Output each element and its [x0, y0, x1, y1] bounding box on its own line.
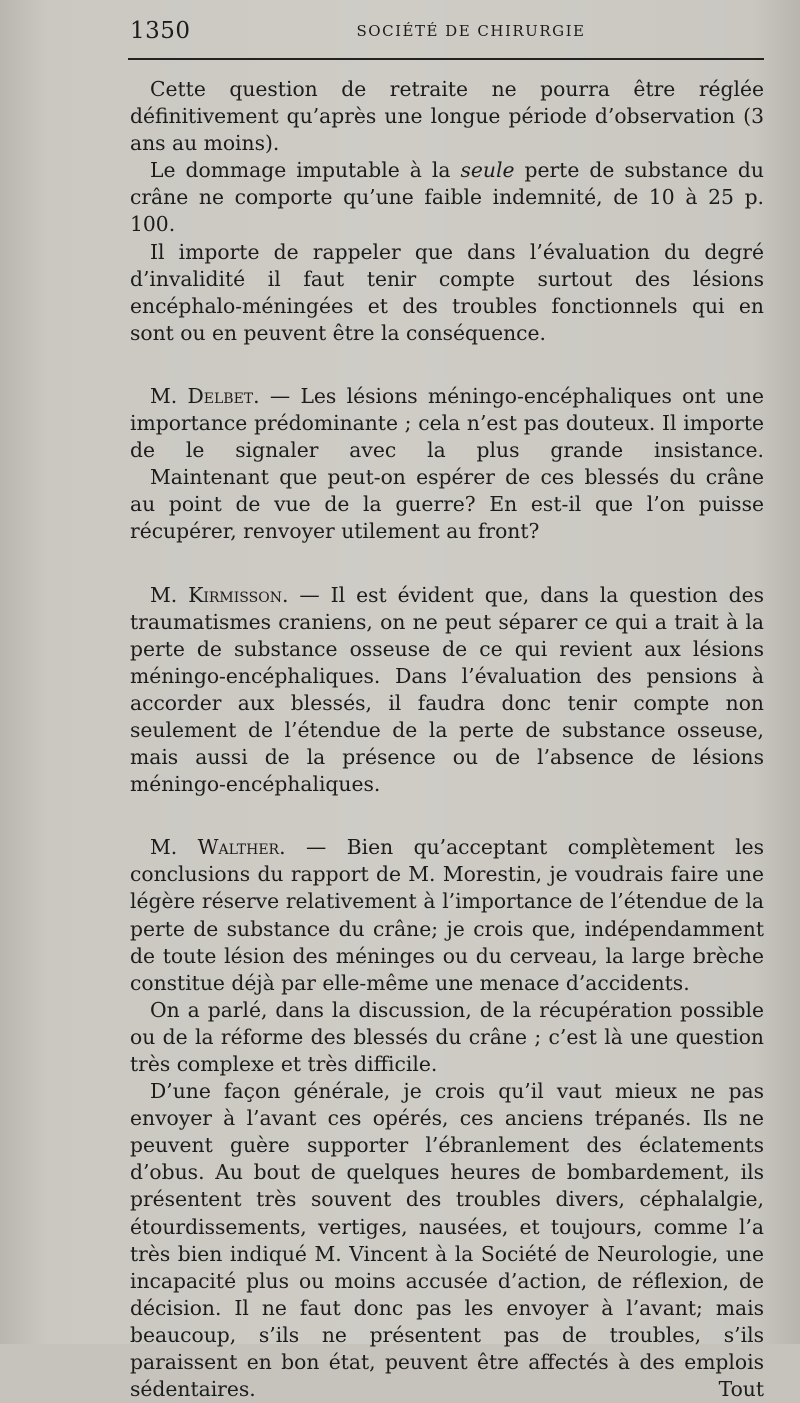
paragraph-delbet: M. Delbet. — Les lésions méningo-encéphaliques ont une importance prédominante ; cela n’est pas douteux. Il importe de le signaler avec la plus grande insistance. [130, 383, 764, 463]
emphasis-seule: seule [460, 158, 515, 183]
section-gap [130, 546, 764, 582]
paragraph-walther-3: D’une façon générale, je crois qu’il vaut mieux ne pas envoyer à l’avant ces opérés, ces anciens trépanés. Ils ne peuvent guère supporter l’ébranlement des éclatements d’obus. Au bout de quelques heures de bombardement, ils présentent très souvent des troubles divers, céphalalgie, étourdissements, vertiges, nausées, et toujours, comme l’a très bien indiqué M. Vincent à la Société de Neurologie, une incapacité plus ou moins accusée d’action, de réflexion, de décision. Il ne faut donc pas les envoyer à l’avant; mais beaucoup, s’ils ne présentent pas de troubles, s’ils paraissent en bon état, peuvent être affectés à des emplois sédentaires. Tout [130, 1079, 764, 1402]
speaker-walther: Walther [197, 835, 280, 860]
paragraph-kirmisson: M. Kirmisson. — Il est évident que, dans la question des traumatismes craniens, on ne peut séparer ce qui a trait à la perte de substance osseuse de ce qui revient aux lésions méningo-encéphaliques. Dans l’évaluation des pensions à accorder aux blessés, il faudra donc tenir compte non seulement de l’étendue de la perte de substance osseuse, mais aussi de la présence ou de l’absence de lésions méningo-encéphaliques. [130, 582, 764, 797]
body-text [130, 76, 764, 1403]
page-header [130, 18, 762, 46]
section-gap [130, 798, 764, 834]
paragraph-walther-2: On a parlé, dans la discussion, de la récupération possible ou de la réforme des blessés du crâne ; c’est là une question très complexe et très difficile. [130, 997, 764, 1076]
speaker-delbet: Delbet [187, 383, 254, 408]
paragraph-dommage: Le dommage imputable à la seule perte de substance du crâne ne comporte qu’une faible indemnité, de 10 à 25 p. 100. [130, 158, 764, 237]
page-number: 1350 [130, 18, 191, 44]
paragraph-walther: M. Walther. — Bien qu’acceptant complètement les conclusions du rapport de M. Morestin, je voudrais faire une légère réserve relativement à l’importance de l’étendue de la perte de substance du crâne; je crois que, indépendamment de toute lésion des méninges ou du cerveau, la large brèche constitue déjà par elle-même une menace d’accidents. [130, 835, 764, 995]
section-gap [130, 347, 764, 383]
header-rule [128, 58, 764, 60]
paragraph-retraite: Cette question de retraite ne pourra être réglée définitivement qu’après une longue période d’observation (3 ans au moins). [130, 77, 764, 156]
paragraph-delbet-2: Maintenant que peut-on espérer de ces blessés du crâne au point de vue de la guerre? En est-il que l’on puisse récupérer, renvoyer utilement au front? [130, 465, 764, 544]
speaker-kirmisson: Kirmisson [188, 582, 282, 607]
paragraph-invalidite: Il importe de rappeler que dans l’évaluation du degré d’invalidité il faut tenir compte surtout des lésions encéphalo-méningées et des troubles fonctionnels qui en sont ou en peuvent être la conséquence. [130, 239, 764, 345]
running-head: SOCIÉTÉ DE CHIRURGIE [356, 22, 586, 40]
